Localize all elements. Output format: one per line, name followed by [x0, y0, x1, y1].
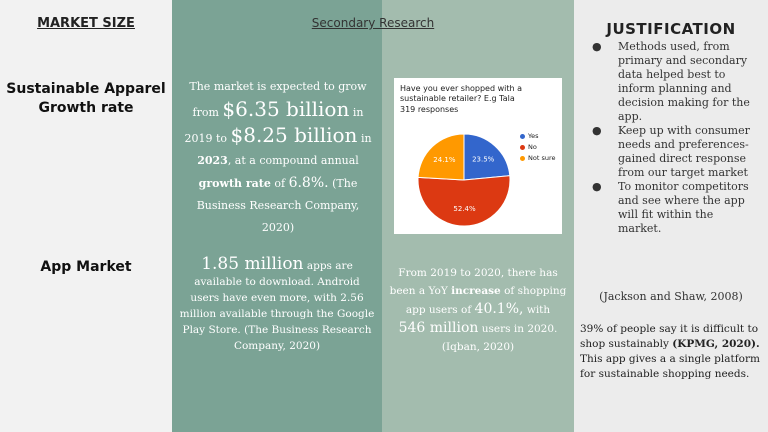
- bullet-icon: ●: [592, 40, 602, 53]
- sustainable-label-line1: Sustainable Apparel: [6, 81, 166, 97]
- justification-item: [590, 180, 760, 236]
- legend-label: Yes: [528, 132, 539, 140]
- chart-title: Have you ever shopped with a sustainable retailer? E.g Tala: [400, 84, 523, 103]
- yoy-source: (Iqban, 2020): [441, 341, 515, 353]
- market-source: Business Research Company, 2020): [196, 199, 360, 234]
- app-t6: Company, 2020): [233, 340, 321, 352]
- market-t4: 2019 to: [184, 132, 227, 145]
- stat-text-1: 39% of people say it is difficult to shop sustainably: [580, 323, 759, 350]
- chart-subtitle: 319 responses: [400, 105, 459, 114]
- app-t1: apps are: [306, 260, 353, 272]
- market-growth-rate-value: 6.8%.: [288, 175, 329, 191]
- pie-label-no: 52.4%: [453, 205, 476, 214]
- app-count: 1.85 million: [201, 254, 304, 274]
- bullet-icon: ●: [592, 180, 602, 193]
- market-t3: in: [352, 106, 364, 119]
- market-growth-text: [180, 76, 376, 239]
- pie-slice-no: [418, 176, 510, 226]
- justification-item: [590, 124, 760, 180]
- yoy-t2: been a YoY: [389, 285, 448, 297]
- yoy-increase: increase: [451, 285, 501, 297]
- sustainable-apparel-label: [0, 80, 172, 118]
- stat-text-2: This app gives a a single platform for sustainable shopping needs.: [580, 353, 760, 380]
- legend-label: Not sure: [528, 154, 556, 162]
- sustainability-stat: [580, 322, 764, 382]
- market-t10: (The: [332, 177, 358, 190]
- app-t4: million available through the Google: [179, 308, 375, 320]
- pie-label-not-sure: 24.1%: [433, 155, 456, 164]
- legend-swatch-icon: [520, 134, 525, 139]
- market-growth-rate-label: growth rate: [198, 177, 271, 190]
- stat-source: (KPMG, 2020).: [672, 338, 760, 350]
- legend-label: No: [528, 143, 537, 151]
- yoy-t1: From 2019 to 2020, there has: [398, 267, 558, 279]
- yoy-t6: with: [526, 304, 551, 316]
- pie-label-yes: 23.5%: [472, 155, 495, 164]
- market-t7: , at a compound annual: [227, 154, 359, 167]
- market-value-2023: $8.25 billion: [230, 123, 358, 147]
- market-size-column: [0, 0, 172, 432]
- yoy-t4: of shopping: [504, 285, 567, 297]
- justification-list: [590, 40, 760, 236]
- survey-pie-chart-card: [394, 78, 562, 234]
- sustainable-label-line2: Growth rate: [38, 100, 134, 116]
- market-year-2023: 2023: [197, 154, 228, 167]
- chart-legend: [520, 132, 556, 165]
- market-value-2019: $6.35 billion: [222, 97, 350, 121]
- justification-item-text: Keep up with consumer needs and preferences- gained direct response from our target market: [618, 124, 750, 179]
- yoy-percent: 40.1%,: [474, 301, 524, 317]
- justification-item: [590, 40, 760, 124]
- market-t9: of: [274, 177, 286, 190]
- yoy-t5: app users of: [405, 304, 472, 316]
- secondary-research-header: Secondary Research: [311, 16, 435, 30]
- app-t3: users have even more, with 2.56: [190, 292, 364, 304]
- justification-citation: (Jackson and Shaw, 2008): [599, 290, 743, 303]
- legend-swatch-icon: [520, 145, 525, 150]
- market-t2: from: [192, 106, 219, 119]
- yoy-t7: users in 2020.: [481, 323, 558, 335]
- yoy-users: 546 million: [398, 320, 479, 336]
- legend-item: [520, 143, 556, 151]
- legend-item: [520, 132, 556, 140]
- justification-title: JUSTIFICATION: [606, 20, 736, 38]
- legend-item: [520, 154, 556, 162]
- app-t2: available to download. Android: [194, 276, 360, 288]
- market-size-header: MARKET SIZE: [37, 16, 135, 31]
- app-t5: Play Store. (The Business Research: [182, 324, 372, 336]
- market-t5: in: [360, 132, 372, 145]
- justification-item-text: To monitor competitors and see where the app will fit within the market.: [618, 180, 749, 235]
- app-market-label: App Market: [40, 259, 132, 275]
- market-t1: The market is expected to grow: [189, 80, 367, 93]
- legend-swatch-icon: [520, 156, 525, 161]
- app-market-text: [178, 256, 376, 354]
- bullet-icon: ●: [592, 124, 602, 137]
- yoy-growth-text: [386, 264, 570, 356]
- justification-item-text: Methods used, from primary and secondary data helped best to inform planning and decision making for the app.: [618, 40, 750, 123]
